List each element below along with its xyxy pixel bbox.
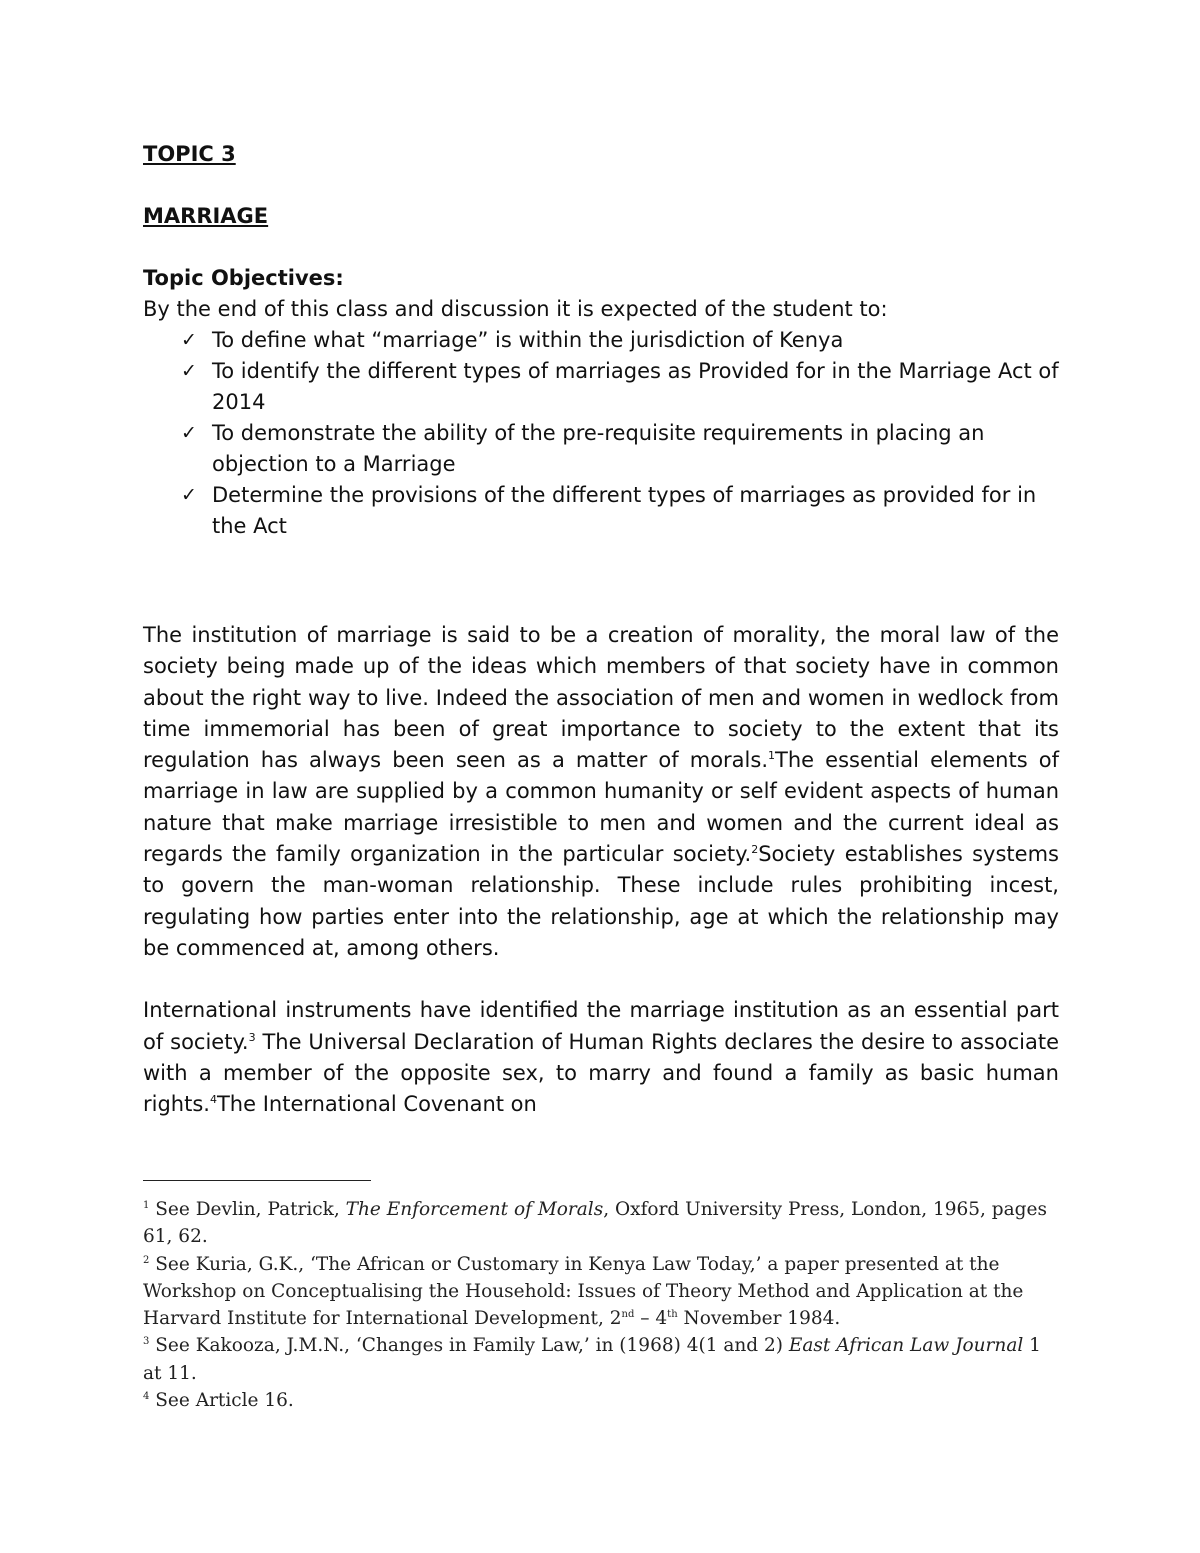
- paragraph-text: The essential elements of marriage in law are supplied by a common humanity or self evident aspects of human nature that make marriage irresistible to men and women and the current ideal as regards the family organization in the particular society.: [143, 748, 1059, 867]
- footnote-number: 3: [143, 1336, 150, 1348]
- footnote-text: See Devlin, Patrick,: [149, 1199, 346, 1220]
- objective-text: To define what “marriage” is within the jurisdiction of Kenya: [212, 328, 844, 352]
- paragraph-text: Society establishes systems to govern the man-woman relationship. These include rules prohibiting incest, regulating how parties enter into the relationship, age at which the relationship may be commenced at, among others.: [143, 842, 1059, 960]
- check-icon: ✓: [181, 360, 197, 382]
- footnote-ref[interactable]: 3: [248, 1030, 256, 1044]
- topic-heading: TOPIC 3: [143, 142, 236, 166]
- objectives-heading: Topic Objectives:: [143, 266, 344, 290]
- body-paragraph-1: [143, 620, 1059, 964]
- ordinal-suffix: nd: [621, 1309, 635, 1321]
- objectives-list: [143, 325, 1059, 542]
- footnote-book-title: The Enforcement of Morals: [345, 1199, 604, 1220]
- check-icon: ✓: [181, 484, 197, 506]
- footnote-text: – 4: [634, 1308, 668, 1330]
- footnote-ref[interactable]: 2: [751, 843, 759, 857]
- footnote-4: [143, 1387, 1059, 1414]
- footnotes: [143, 1196, 1059, 1414]
- footnote-number: 4: [143, 1390, 150, 1402]
- footnote-text: , Oxford University Press, London, 1965, pages 61, 62.: [143, 1199, 1047, 1248]
- paragraph-text: The Universal Declaration of Human Rights declares the desire to associate with a member of the opposite sex, to marry and found a family as basic human rights.: [143, 1029, 1059, 1117]
- footnote-text: See Kakooza, J.M.N., ‘Changes in Family Law,’ in (1968) 4(1 and 2): [149, 1335, 789, 1357]
- footnote-number: 2: [143, 1254, 150, 1266]
- check-icon: ✓: [181, 422, 197, 444]
- document-body: [143, 139, 1059, 1120]
- paragraph-text: International instruments have identified the marriage institution as an essential part of society.: [143, 998, 1059, 1054]
- page-title: MARRIAGE: [143, 204, 269, 228]
- objective-text: Determine the provisions of the different types of marriages as provided for in the Act: [212, 483, 1037, 538]
- footnote-text: See Kuria, G.K., ‘The African or Customary in Kenya Law Today,’ a paper presented at the Workshop on Conceptualising the Household: Issues of Theory Method and Application at the Harvard Institute for International Development, 2: [143, 1253, 1024, 1330]
- footnote-3: [143, 1332, 1059, 1387]
- footnote-2: [143, 1251, 1059, 1333]
- footnote-text: See Article 16.: [149, 1390, 294, 1412]
- objectives-intro: By the end of this class and discussion it is expected of the student to:: [143, 297, 888, 321]
- body-paragraph-2: [143, 995, 1059, 1120]
- list-item: [143, 356, 1059, 418]
- paragraph-text: The institution of marriage is said to be a creation of morality, the moral law of the society being made up of the ideas which members of that society have in common about the right way to live. Indeed the association of men and women in wedlock from time immemorial has been of great importance to society to the extent that its regulation has always been seen as a matter of morals.: [143, 623, 1059, 773]
- footnote-text: November 1984.: [677, 1308, 841, 1330]
- footnote-ref[interactable]: 1: [768, 749, 776, 763]
- list-item: [143, 480, 1059, 542]
- ordinal-suffix: th: [667, 1309, 678, 1321]
- footnote-1: [143, 1196, 1059, 1251]
- objective-text: To identify the different types of marriages as Provided for in the Marriage Act of 2014: [212, 359, 1059, 414]
- footnote-number: 1: [143, 1199, 150, 1211]
- footnote-ref[interactable]: 4: [209, 1093, 217, 1107]
- objective-text: To demonstrate the ability of the pre-requisite requirements in placing an objection to a Marriage: [212, 421, 985, 476]
- footnote-journal-title: East African Law Journal: [788, 1335, 1024, 1357]
- check-icon: ✓: [181, 329, 197, 351]
- footnote-divider: [143, 1180, 371, 1181]
- list-item: [143, 418, 1059, 480]
- paragraph-text: The International Covenant on: [216, 1092, 537, 1117]
- list-item: [143, 325, 1059, 356]
- footnote-text: 1 at 11.: [143, 1335, 1041, 1384]
